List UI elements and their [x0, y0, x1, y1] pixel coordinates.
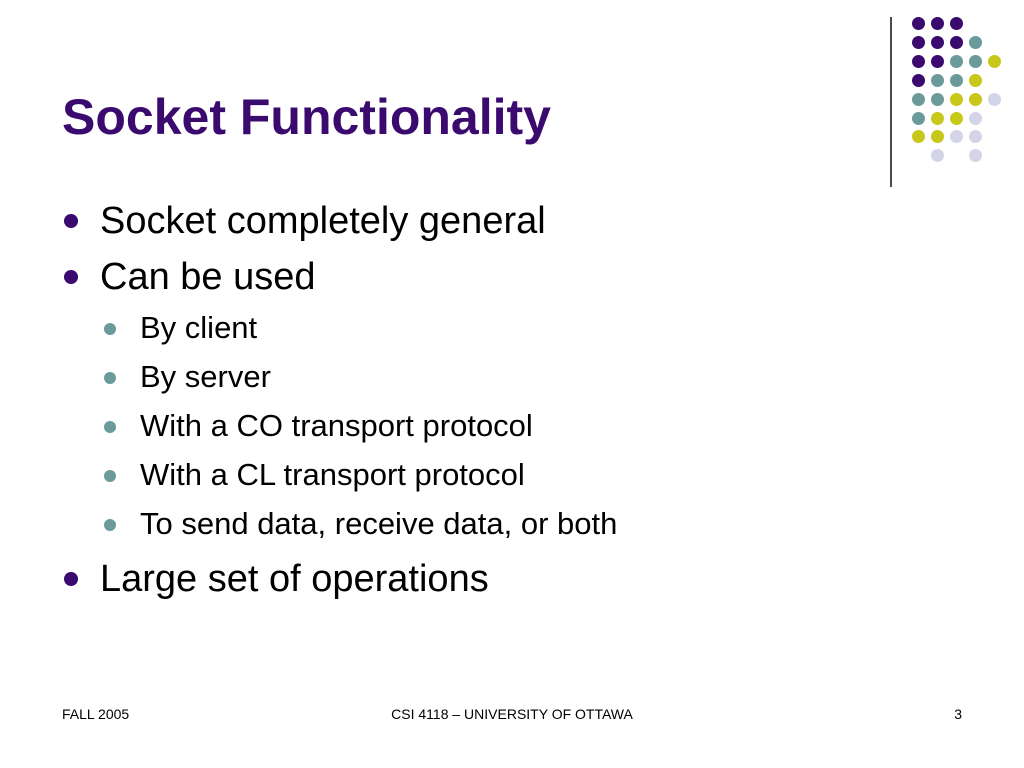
- sub-bullet-dot-icon: [104, 519, 116, 531]
- sub-bullet-item: [140, 361, 271, 392]
- bullet-dot-icon: [64, 572, 78, 586]
- sub-bullet-text: To send data, receive data, or both: [140, 506, 618, 541]
- bullet-text: Socket completely general: [100, 200, 546, 242]
- sub-bullet-text: By client: [140, 310, 258, 345]
- sub-bullet-dot-icon: [104, 421, 116, 433]
- bullet-dot-icon: [64, 270, 78, 284]
- slide-title: Socket Functionality: [62, 89, 551, 145]
- sub-bullet-text: With a CO transport protocol: [140, 408, 533, 443]
- sub-bullet-item: [140, 508, 617, 539]
- sub-bullet-text: With a CL transport protocol: [140, 457, 525, 492]
- footer-page-number: 3: [954, 706, 962, 722]
- sub-bullet-text: By server: [140, 359, 271, 394]
- bullet-item: [100, 560, 489, 598]
- bullet-dot-icon: [64, 214, 78, 228]
- sub-bullet-dot-icon: [104, 323, 116, 335]
- footer-center-text: CSI 4118 – UNIVERSITY OF OTTAWA: [391, 706, 633, 722]
- sub-bullet-dot-icon: [104, 372, 116, 384]
- bullet-text: Large set of operations: [100, 558, 489, 600]
- sub-bullet-item: [140, 312, 257, 343]
- sub-bullet-dot-icon: [104, 470, 116, 482]
- sub-bullet-item: [140, 410, 533, 441]
- bullet-text: Can be used: [100, 256, 316, 298]
- bullet-item: [100, 202, 546, 240]
- sub-bullet-item: [140, 459, 525, 490]
- bullet-item: [100, 258, 316, 296]
- footer-left-text: FALL 2005: [62, 706, 130, 722]
